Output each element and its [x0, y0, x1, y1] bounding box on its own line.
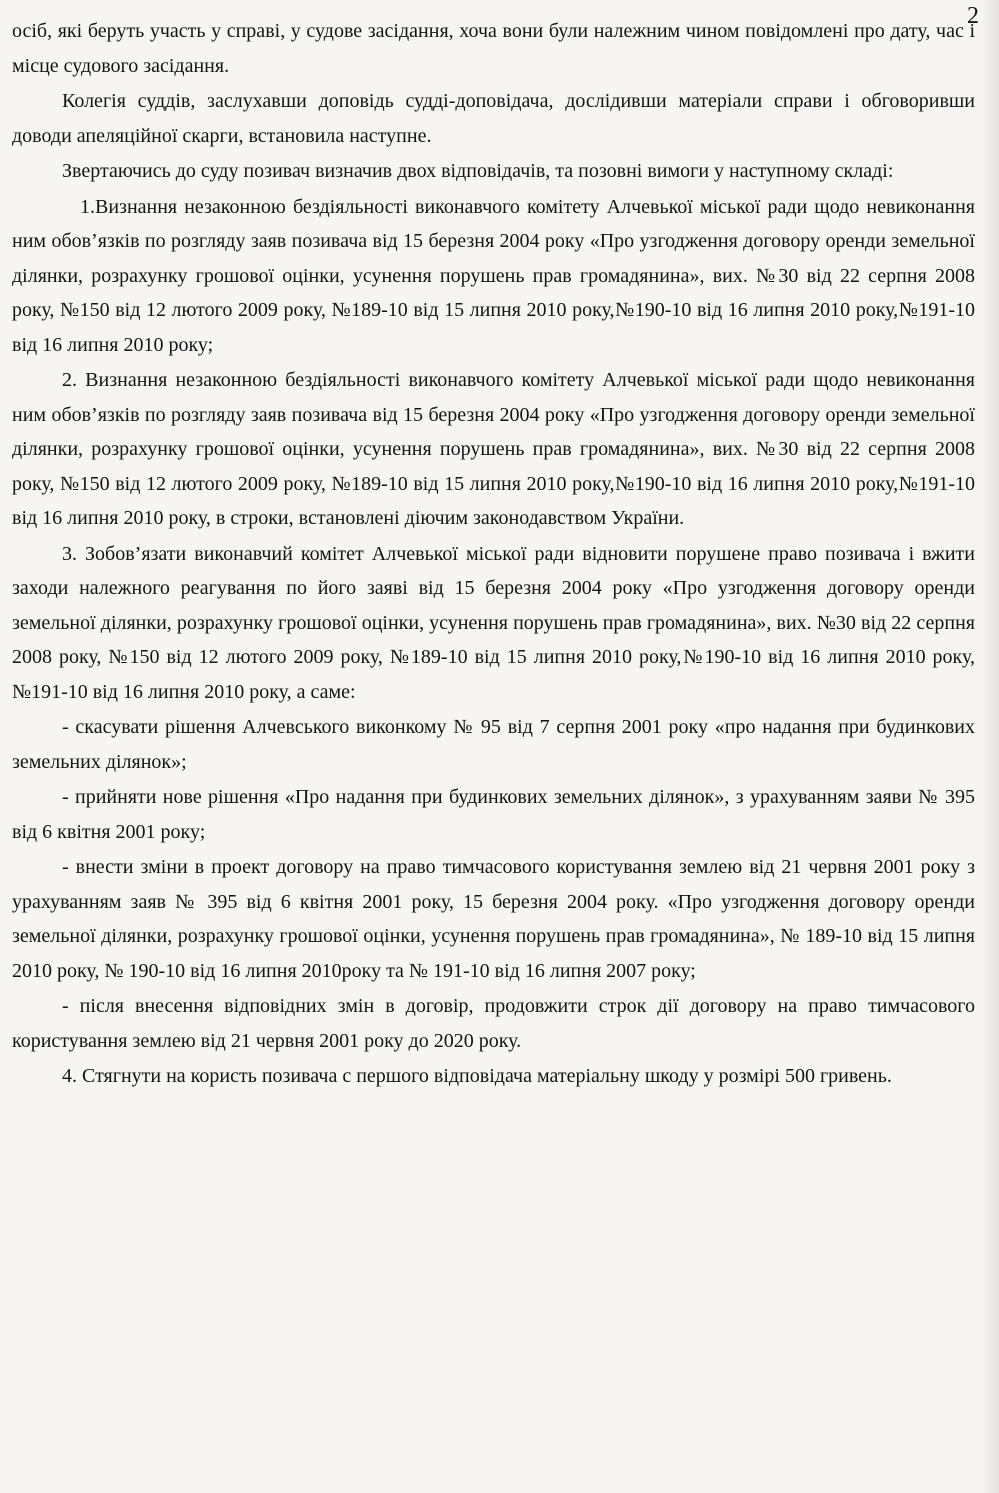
paragraph-subclaim-cancel: - скасувати рішення Алчевського виконкому № 95 від 7 серпня 2001 року «про надання при будинкових земельних ділянок»;	[12, 716, 975, 773]
paragraph-claim-2: 2. Визнання незаконною бездіяльності виконавчого комітету Алчевької міської ради щодо невиконання ним обов’язків по розгляду заяв позивача від 15 березня 2004 року «Про узгодження договору оренди земельної ділянки, розрахунку грошової оцінки, усунення порушень прав громадянина», вих. №30 від 22 серпня 2008 року, №150 від 12 лютого 2009 року, №189-10 від 15 липня 2010 року,№190-10 від 16 липня 2010 року,№191-10 від 16 липня 2010 року, в строки, встановлені діючим законодавством України.	[12, 369, 975, 529]
document-body	[12, 14, 975, 1094]
paragraph-claims-intro: Звертаючись до суду позивач визначив двох відповідачів, та позовні вимоги у наступному складі:	[62, 160, 894, 182]
paragraph-claim-3: 3. Зобов’язати виконавчий комітет Алчевької міської ради відновити порушене право позивача і вжити заходи належного реагування по його заяві від 15 березня 2004 року «Про узгодження договору оренди земельної ділянки, розрахунку грошової оцінки, усунення порушень прав громадянина», вих. №30 від 22 серпня 2008 року, №150 від 12 лютого 2009 року, №189-10 від 15 липня 2010 року,№190-10 від 16 липня 2010 року,№191-10 від 16 липня 2010 року, а саме:	[12, 542, 975, 703]
page-number: 2	[967, 3, 979, 29]
paragraph-subclaim-new-decision: - прийняти нове рішення «Про надання при будинкових земельних ділянок», з урахуванням заяви № 395 від 6 квітня 2001 року;	[12, 786, 975, 843]
scan-edge-shadow	[981, 0, 999, 1493]
paragraph-subclaim-amend-contract: - внести зміни в проект договору на право тимчасового користування землею від 21 червня 2001 року з урахуванням заяв № 395 від 6 квітня 2001 року, 15 березня 2004 року. «Про узгодження договору оренди земельної ділянки, розрахунку грошової оцінки, усунення порушень прав громадянина», № 189-10 від 15 липня 2010 року, № 190-10 від 16 липня 2010року та № 191-10 від 16 липня 2007 року;	[12, 856, 975, 982]
paragraph-claim-1: 1.Визнання незаконною бездіяльності виконавчого комітету Алчевької міської ради щодо невиконання ним обов’язків по розгляду заяв позивача від 15 березня 2004 року «Про узгодження договору оренди земельної ділянки, розрахунку грошової оцінки, усунення порушень прав громадянина», вих. №30 від 22 серпня 2008 року, №150 від 12 лютого 2009 року, №189-10 від 15 липня 2010 року,№190-10 від 16 липня 2010 року,№191-10 від 16 липня 2010 року;	[12, 195, 975, 356]
paragraph-claim-4: 4. Стягнути на користь позивача с першого відповідача матеріальну шкоду у розмірі 500 гривень.	[62, 1065, 892, 1087]
paragraph-subclaim-extend-contract: - після внесення відповідних змін в договір, продовжити строк дії договору на право тимчасового користування землею від 21 червня 2001 року до 2020 року.	[12, 995, 975, 1052]
paragraph-collegium: Колегія суддів, заслухавши доповідь судді-доповідача, дослідивши матеріали справи і обговоривши доводи апеляційної скарги, встановила наступне.	[12, 90, 975, 147]
paragraph-intro-continuation: осіб, які беруть участь у справі, у судове засідання, хоча вони були належним чином повідомлені про дату, час і місце судового засідання.	[12, 20, 975, 77]
